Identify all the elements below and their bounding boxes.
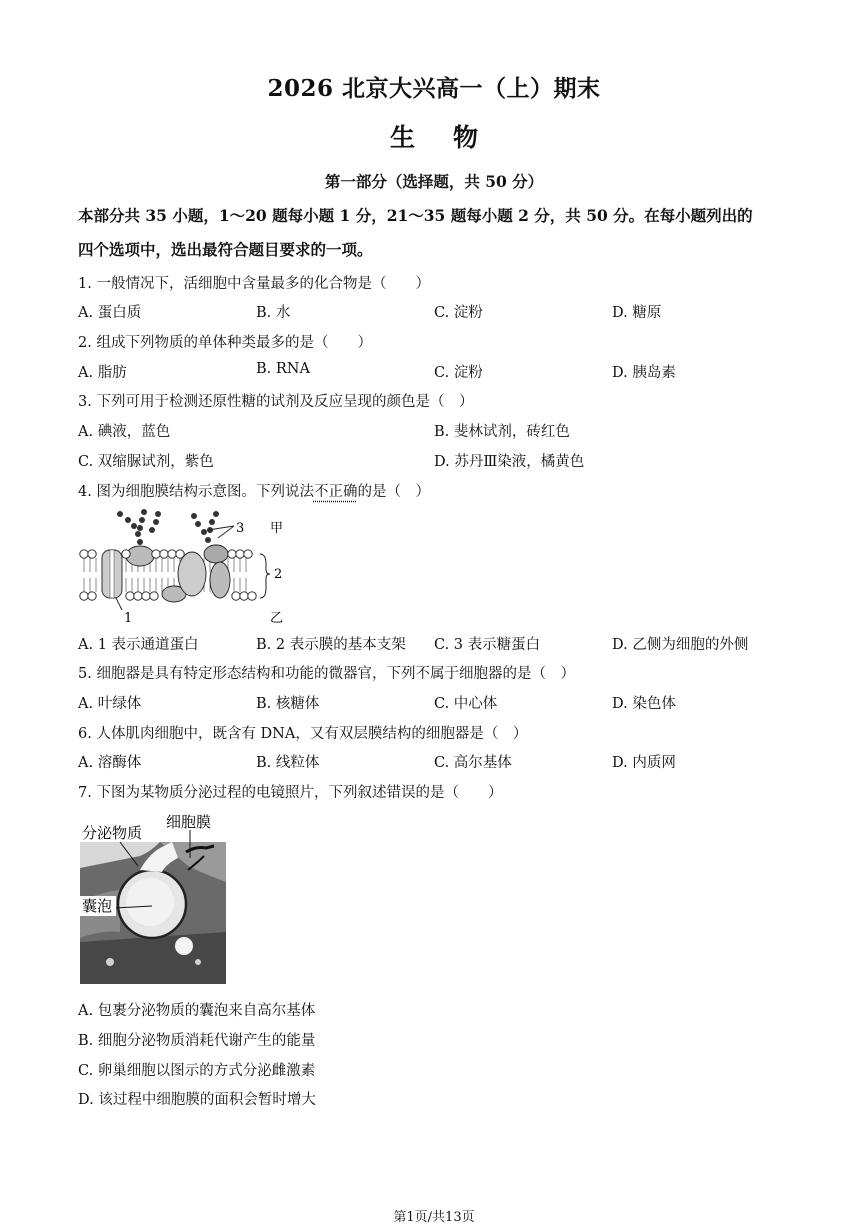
question-2-option-d: D. 胰岛素 xyxy=(612,365,676,381)
question-7-option-b: B. 细胞分泌物质消耗代谢产生的能量 xyxy=(78,1033,316,1049)
question-5-option-d: D. 染色体 xyxy=(612,696,676,712)
figure-label-2: 2 xyxy=(274,567,283,582)
question-1-option-c: C. 淀粉 xyxy=(434,305,483,321)
question-7-option-a: A. 包裹分泌物质的囊泡来自高尔基体 xyxy=(78,1003,316,1019)
question-3-stem: 3. 下列可用于检测还原性糖的试剂及反应呈现的颜色是（ ） xyxy=(78,394,474,410)
label-cell-membrane: 细胞膜 xyxy=(166,813,212,831)
part-heading: 第一部分（选择题，共 50 分） xyxy=(324,172,544,191)
question-7-stem: 7. 下图为某物质分泌过程的电镜照片，下列叙述错误的是（ ） xyxy=(78,785,503,801)
question-4-option-d: D. 乙侧为细胞的外侧 xyxy=(612,637,749,653)
instructions-line-2: 四个选项中，选出最符合题目要求的一项。 xyxy=(78,240,373,259)
instructions-line-1: 本部分共 35 小题，1～20 题每小题 1 分，21～35 题每小题 2 分，共 50 分。在每小题列出的 xyxy=(78,206,753,225)
question-4-stem-emphasis: 不正确 xyxy=(313,484,358,500)
question-3-option-a: A. 碘液，蓝色 xyxy=(78,424,171,440)
question-6-option-b: B. 线粒体 xyxy=(256,755,320,771)
question-1-stem: 1. 一般情况下，活细胞中含量最多的化合物是（ ） xyxy=(78,276,430,292)
question-2-stem: 2. 组成下列物质的单体种类最多的是（ ） xyxy=(78,335,372,351)
question-6-option-c: C. 高尔基体 xyxy=(434,755,512,771)
question-3-option-d: D. 苏丹Ⅲ染液，橘黄色 xyxy=(434,454,585,470)
exam-title: 2026 北京大兴高一（上）期末 xyxy=(267,75,601,102)
question-5-option-c: C. 中心体 xyxy=(434,696,498,712)
question-6-stem: 6. 人体肌肉细胞中，既含有 DNA，又有双层膜结构的细胞器是（ ） xyxy=(78,726,528,742)
question-4-option-b: B. 2 表示膜的基本支架 xyxy=(256,637,406,653)
label-secretion: 分泌物质 xyxy=(82,824,143,842)
question-4-option-c: C. 3 表示糖蛋白 xyxy=(434,637,541,653)
figure-label-3: 3 xyxy=(236,521,245,536)
question-4-stem-after: 的是（ ） xyxy=(357,484,430,500)
question-1-option-b: B. 水 xyxy=(256,305,291,321)
question-5-option-a: A. 叶绿体 xyxy=(78,696,142,712)
question-7-option-d: D. 该过程中细胞膜的面积会暂时增大 xyxy=(78,1092,316,1108)
subject-title: 生物 xyxy=(389,123,516,152)
cell-membrane-figure xyxy=(76,506,316,626)
question-3-option-c: C. 双缩脲试剂，紫色 xyxy=(78,454,214,470)
figure-label-1: 1 xyxy=(124,611,133,626)
question-1-option-a: A. 蛋白质 xyxy=(78,305,142,321)
question-5-option-b: B. 核糖体 xyxy=(256,696,320,712)
question-3-option-b: B. 斐林试剂，砖红色 xyxy=(434,424,570,440)
electron-micrograph-figure xyxy=(80,812,230,984)
question-4-stem xyxy=(78,480,430,501)
question-2-option-b: B. RNA xyxy=(256,361,310,377)
page-number: 第1页/共13页 xyxy=(393,1210,475,1225)
question-6-option-a: A. 溶酶体 xyxy=(78,755,142,771)
question-4-option-a: A. 1 表示通道蛋白 xyxy=(78,637,199,653)
question-1-option-d: D. 糖原 xyxy=(612,305,662,321)
question-6-option-d: D. 内质网 xyxy=(612,755,676,771)
label-vesicle: 囊泡 xyxy=(82,897,113,915)
question-2-option-c: C. 淀粉 xyxy=(434,365,483,381)
glycoprotein-chains xyxy=(117,509,219,545)
question-2-option-a: A. 脂肪 xyxy=(78,365,127,381)
question-5-stem: 5. 细胞器是具有特定形态结构和功能的微器官，下列不属于细胞器的是（ ） xyxy=(78,666,575,682)
question-4-stem-before: 4. 图为细胞膜结构示意图。下列说法 xyxy=(78,484,314,500)
question-7-option-c: C. 卵巢细胞以图示的方式分泌雌激素 xyxy=(78,1063,316,1079)
figure-label-bottom-side: 乙 xyxy=(270,611,284,626)
figure-label-top-side: 甲 xyxy=(270,521,284,536)
